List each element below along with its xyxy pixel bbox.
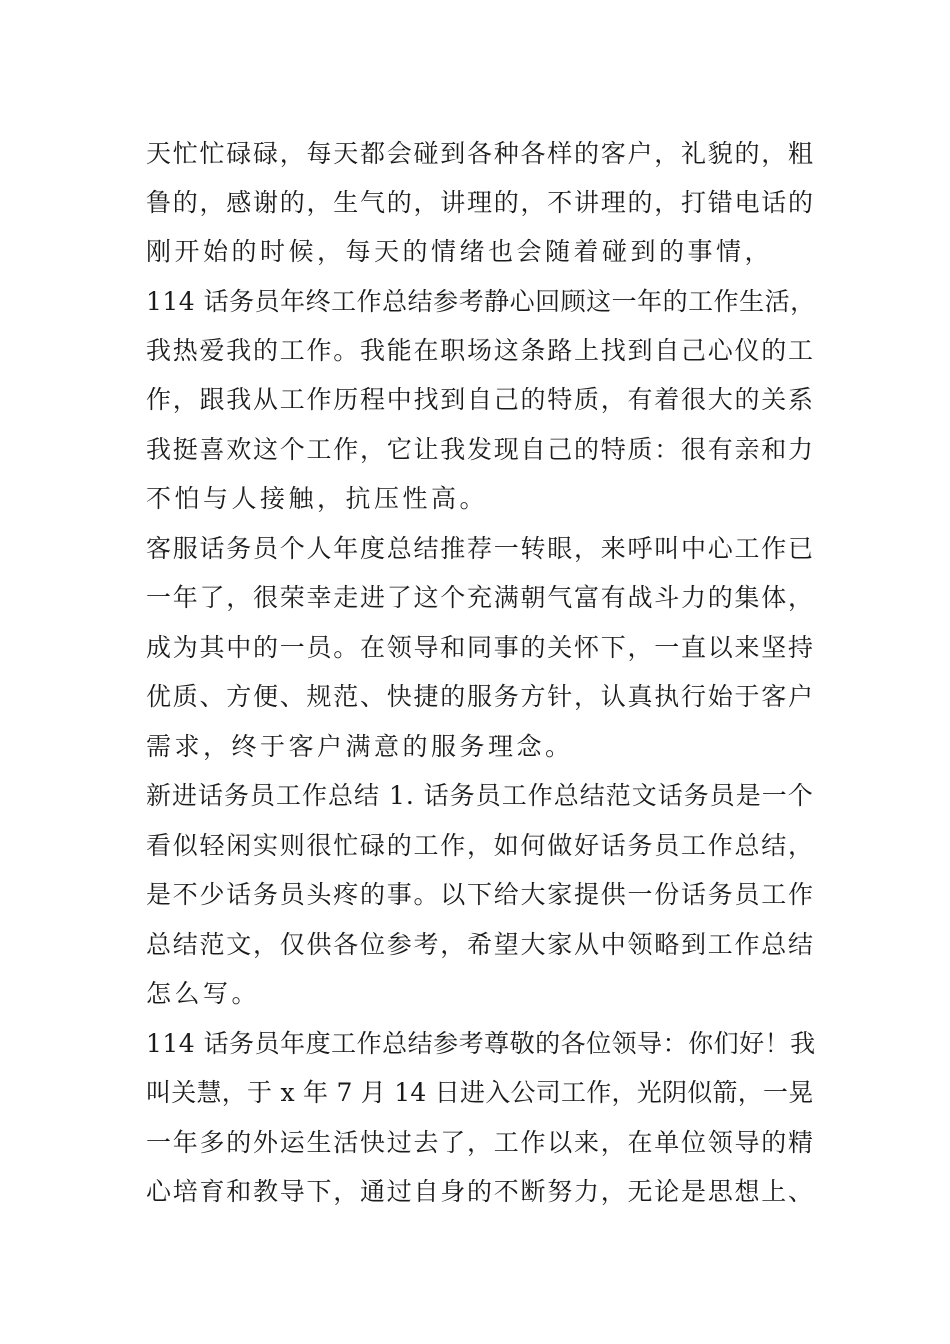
text-line: 作，跟我从工作历程中找到自己的特质，有着很大的关系	[146, 385, 815, 414]
text-line: 不怕与人接触，抗压性高。	[146, 484, 489, 513]
text-line: 客服话务员个人年度总结推荐一转眼，来呼叫中心工作已	[146, 534, 815, 563]
text-line: 我热爱我的工作。我能在职场这条路上找到自己心仪的工	[146, 336, 815, 365]
text-line: 怎么写。	[146, 979, 261, 1008]
text-line: 天忙忙碌碌，每天都会碰到各种各样的客户，礼貌的，粗	[146, 139, 815, 168]
text-line: 心培育和教导下，通过自身的不断努力，无论是思想上、	[146, 1177, 815, 1206]
text-line: 看似轻闲实则很忙碌的工作，如何做好话务员工作总结，	[146, 831, 815, 860]
text-line: 总结范文，仅供各位参考，希望大家从中领略到工作总结	[146, 930, 815, 959]
text-line: 刚开始的时候，每天的情绪也会随着碰到的事情，	[146, 237, 774, 266]
text-line: 一年了，很荣幸走进了这个充满朝气富有战斗力的集体，	[146, 583, 815, 612]
text-line: 114 话务员年度工作总结参考尊敬的各位领导：你们好！我	[146, 1029, 816, 1058]
text-line: 一年多的外运生活快过去了，工作以来，在单位领导的精	[146, 1128, 815, 1157]
text-line: 优质、方便、规范、快捷的服务方针，认真执行始于客户	[146, 682, 815, 711]
text-line: 114 话务员年终工作总结参考静心回顾这一年的工作生活，	[146, 287, 816, 316]
text-line: 我挺喜欢这个工作，它让我发现自己的特质：很有亲和力	[146, 435, 815, 464]
text-line: 需求，终于客户满意的服务理念。	[146, 732, 574, 761]
text-line: 叫关慧，于 x 年 7 月 14 日进入公司工作，光阴似箭，一晃	[146, 1078, 814, 1107]
text-line: 是不少话务员头疼的事。以下给大家提供一份话务员工作	[146, 880, 815, 909]
text-line: 成为其中的一员。在领导和同事的关怀下，一直以来坚持	[146, 633, 815, 662]
text-line: 鲁的，感谢的，生气的，讲理的，不讲理的，打错电话的	[146, 188, 815, 217]
text-line: 新进话务员工作总结 1. 话务员工作总结范文话务员是一个	[146, 781, 814, 810]
